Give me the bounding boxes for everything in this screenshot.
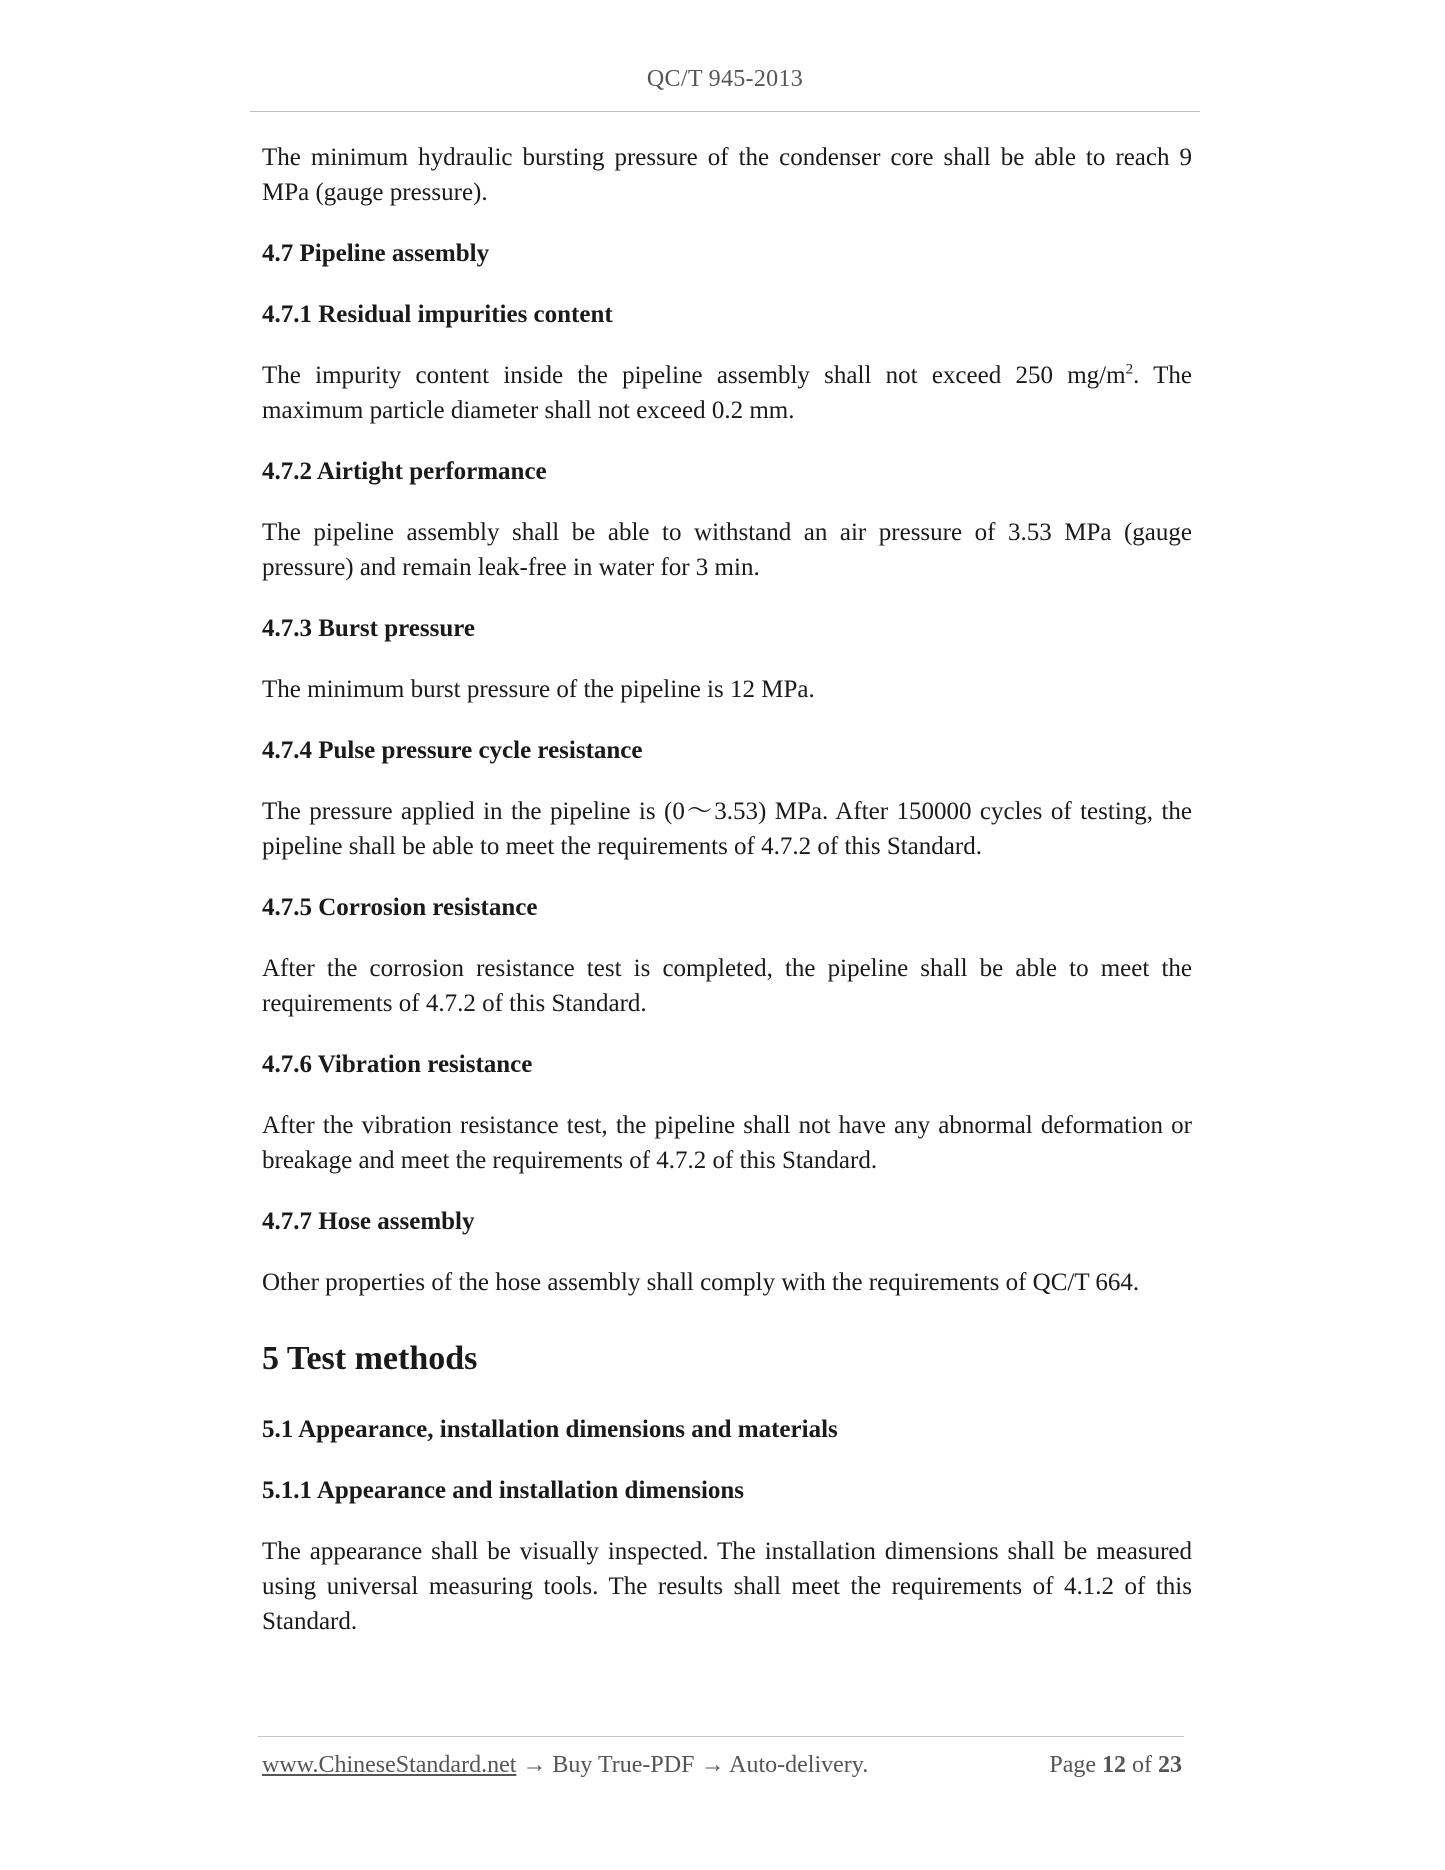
- header-divider: [250, 111, 1200, 112]
- superscript-2: 2: [1125, 361, 1134, 378]
- page-counter: [1049, 1752, 1182, 1779]
- paragraph-condenser-burst: The minimum hydraulic bursting pressure of the condenser core shall be able to reach 9 MPa (gauge pressure).: [262, 144, 1192, 206]
- arrow-right-icon: →: [516, 1752, 553, 1778]
- footer-divider: [258, 1736, 1184, 1737]
- paragraph-4-7-3: The minimum burst pressure of the pipeline is 12 MPa.: [262, 676, 815, 703]
- website-link[interactable]: www.ChineseStandard.net: [262, 1752, 517, 1778]
- auto-delivery-text: Auto-delivery.: [729, 1752, 869, 1778]
- paragraph-5-1-1: The appearance shall be visually inspected. The installation dimensions shall be measured using universal measuring tools. The results shall meet the requirements of 4.1.2 of this Standard.: [262, 1538, 1192, 1635]
- heading-4-7-7: 4.7.7 Hose assembly: [262, 1208, 475, 1235]
- heading-5-1: 5.1 Appearance, installation dimensions and materials: [262, 1416, 838, 1443]
- heading-4-7-4: 4.7.4 Pulse pressure cycle resistance: [262, 737, 643, 764]
- paragraph-4-7-1-part-b: . The maximum particle diameter shall not exceed 0.2 mm.: [262, 362, 1192, 424]
- running-header: QC/T 945-2013: [646, 66, 804, 92]
- page-label: Page: [1049, 1752, 1096, 1778]
- paragraph-4-7-6: After the vibration resistance test, the pipeline shall not have any abnormal deformation or breakage and meet the requirements of 4.7.2 of this Standard.: [262, 1112, 1192, 1174]
- paragraph-4-7-7: Other properties of the hose assembly shall comply with the requirements of QC/T 664.: [262, 1269, 1140, 1296]
- buy-true-pdf-text: Buy True-PDF: [552, 1752, 695, 1778]
- heading-4-7-2: 4.7.2 Airtight performance: [262, 458, 547, 485]
- paragraph-4-7-2: The pipeline assembly shall be able to withstand an air pressure of 3.53 MPa (gauge pressure) and remain leak-free in water for 3 min.: [262, 519, 1192, 581]
- heading-5-1-1: 5.1.1 Appearance and installation dimensions: [262, 1477, 745, 1504]
- heading-4-7: 4.7 Pipeline assembly: [262, 240, 490, 267]
- heading-4-7-1: 4.7.1 Residual impurities content: [262, 301, 613, 328]
- arrow-right-icon: →: [694, 1752, 730, 1778]
- section-title-5: 5 Test methods: [262, 1340, 478, 1377]
- page-total: 23: [1158, 1752, 1182, 1778]
- of-label: of: [1132, 1752, 1152, 1778]
- page-number: 12: [1102, 1752, 1126, 1778]
- paragraph-4-7-1: [262, 358, 1192, 428]
- paragraph-4-7-1-part-a: The impurity content inside the pipeline assembly shall not exceed 250 mg/m: [262, 362, 1126, 389]
- page-body: [262, 140, 1192, 1665]
- heading-4-7-3: 4.7.3 Burst pressure: [262, 615, 475, 642]
- footer-left: [262, 1752, 868, 1779]
- paragraph-4-7-4: The pressure applied in the pipeline is (0～3.53) MPa. After 150000 cycles of testing, the pipeline shall be able to meet the requirements of 4.7.2 of this Standard.: [262, 798, 1192, 860]
- heading-4-7-6: 4.7.6 Vibration resistance: [262, 1051, 533, 1078]
- heading-4-7-5: 4.7.5 Corrosion resistance: [262, 894, 538, 921]
- paragraph-4-7-5: After the corrosion resistance test is completed, the pipeline shall be able to meet the requirements of 4.7.2 of this Standard.: [262, 955, 1192, 1017]
